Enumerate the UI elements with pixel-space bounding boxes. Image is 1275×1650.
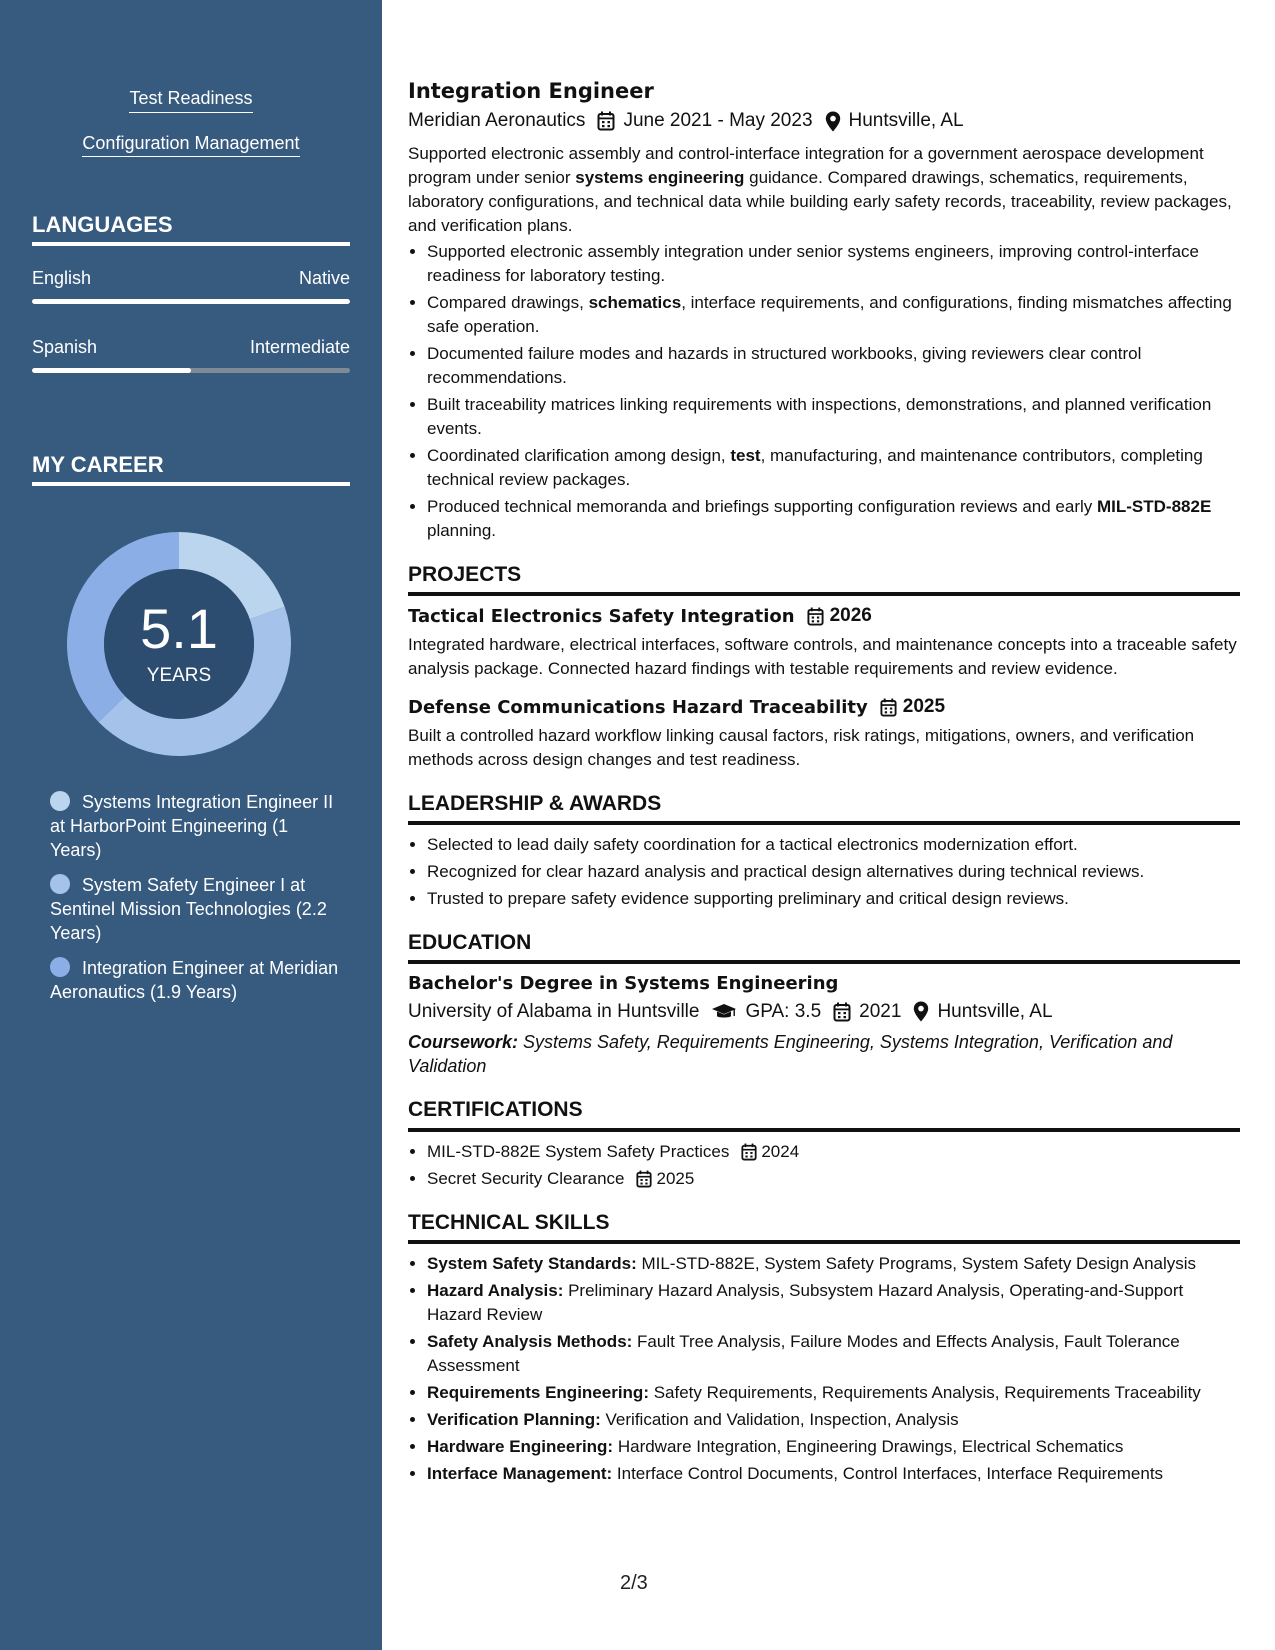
language-name: English: [32, 268, 92, 288]
career-heading: MY CAREER: [32, 452, 350, 486]
job-bullet: • Supported electronic assembly integration under senior systems engineers, improving control-interface readiness for laboratory testing.: [427, 240, 1240, 288]
job-bullet: • Produced technical memoranda and briefings supporting configuration reviews and early MIL-STD-882E planning.: [427, 495, 1240, 543]
location-pin-icon: [825, 109, 841, 134]
project-description: Integrated hardware, electrical interfaces, software controls, and maintenance concepts into a traceable safety analysis package. Connected hazard findings with testable requirements and review evidence.: [408, 634, 1237, 678]
career-legend: [50, 790, 340, 1015]
gpa: GPA: 3.5: [745, 1000, 822, 1022]
job-company: Meridian Aeronautics: [408, 110, 586, 132]
certification-item: • MIL-STD-882E System Safety Practices 2024: [427, 1140, 1240, 1164]
degree-title: Bachelor's Degree in Systems Engineering: [408, 973, 839, 995]
job-meta: [408, 109, 1240, 134]
job-bullets: [408, 240, 1240, 543]
skill-item: • Verification Planning: Verification and Validation, Inspection, Analysis: [427, 1408, 1240, 1432]
project-description: Built a controlled hazard workflow linking causal factors, risk ratings, mitigations, owners, and verification methods across design changes and test readiness.: [408, 725, 1195, 769]
career-item: [50, 873, 340, 945]
project-title: Tactical Electronics Safety Integration 2026: [408, 604, 1240, 629]
skills-heading: TECHNICAL SKILLS: [408, 1209, 1240, 1244]
language-level: Native: [298, 268, 350, 288]
skill-item: • Safety Analysis Methods: Fault Tree Analysis, Failure Modes and Effects Analysis, Fault Tolerance Assessment: [427, 1330, 1240, 1378]
job-bullet: • Built traceability matrices linking requirements with inspections, demonstrations, and planned verification events.: [427, 393, 1240, 441]
graduation-cap-icon: [711, 1000, 737, 1025]
skill-item: • Interface Management: Interface Control Documents, Control Interfaces, Interface Requirements: [427, 1462, 1240, 1486]
sidebar-links: [0, 88, 382, 177]
career-item-label: System Safety Engineer I at Sentinel Mission Technologies (2.2 Years): [50, 875, 327, 943]
skill-item: • System Safety Standards: MIL-STD-882E, System Safety Programs, System Safety Design Analysis: [427, 1252, 1240, 1276]
link-configuration-management[interactable]: Configuration Management: [82, 133, 299, 158]
legend-dot-icon: [50, 874, 70, 894]
calendar-icon: [880, 696, 897, 719]
job-summary: Supported electronic assembly and control-interface integration for a government aerospace development program under senior systems engineering guidance. Compared drawings, schematics, requirements, laboratory configurations, and technical data while building early safety records, traceability, review packages, and verification plans.: [408, 143, 1232, 235]
career-item-label: Systems Integration Engineer II at HarborPoint Engineering (1 Years): [50, 792, 334, 860]
skill-item: • Hardware Engineering: Hardware Integration, Engineering Drawings, Electrical Schematics: [427, 1435, 1240, 1459]
job-title: Integration Engineer: [408, 79, 654, 103]
calendar-icon: [636, 1169, 652, 1188]
calendar-icon: [833, 1000, 851, 1025]
career-item-label: Integration Engineer at Meridian Aeronautics (1.9 Years): [50, 958, 339, 1002]
job-bullet: • Coordinated clarification among design, test, manufacturing, and maintenance contributors, completing technical review packages.: [427, 444, 1240, 492]
language-bar-spanish: [32, 368, 350, 373]
coursework: Coursework: Systems Safety, Requirements Engineering, Systems Integration, Verification and Validation: [408, 1032, 1173, 1077]
skill-item: • Hazard Analysis: Preliminary Hazard Analysis, Subsystem Hazard Analysis, Operating-and-Support Hazard Review: [427, 1279, 1240, 1327]
leadership-item: • Selected to lead daily safety coordination for a tactical electronics modernization effort.: [427, 833, 1240, 857]
job-dates: June 2021 - May 2023: [623, 110, 813, 132]
language-level: Intermediate: [249, 337, 350, 357]
education-heading: EDUCATION: [408, 929, 1240, 964]
leadership-item: • Trusted to prepare safety evidence supporting preliminary and critical design reviews.: [427, 887, 1240, 911]
graduation-year: 2021: [859, 1000, 902, 1022]
education-meta: [408, 1000, 1240, 1025]
skill-item: • Requirements Engineering: Safety Requirements, Requirements Analysis, Requirements Traceability: [427, 1381, 1240, 1405]
project-year: 2026: [829, 605, 872, 627]
donut-center: [65, 530, 293, 758]
certification-year: 2025: [656, 1168, 695, 1188]
sidebar: [0, 0, 382, 1650]
calendar-icon: [597, 109, 615, 134]
main-content: [408, 78, 1240, 1489]
certification-year: 2024: [761, 1141, 800, 1161]
location-pin-icon: [913, 1000, 929, 1025]
leadership-list: [408, 833, 1240, 911]
job-bullet: • Compared drawings, schematics, interface requirements, and configurations, finding mismatches affecting safe operation.: [427, 291, 1240, 339]
skills-list: [408, 1252, 1240, 1486]
project-title: Defense Communications Hazard Traceability 2025: [408, 695, 1240, 720]
legend-dot-icon: [50, 791, 70, 811]
legend-dot-icon: [50, 957, 70, 977]
language-bar-fill: [32, 299, 350, 304]
language-bar-english: [32, 299, 350, 304]
calendar-icon: [741, 1142, 757, 1161]
language-name: Spanish: [32, 337, 98, 357]
language-row-spanish: [32, 337, 350, 358]
leadership-item: • Recognized for clear hazard analysis and practical design alternatives during technical reviews.: [427, 860, 1240, 884]
career-item: [50, 956, 340, 1004]
leadership-heading: LEADERSHIP & AWARDS: [408, 790, 1240, 825]
career-item: [50, 790, 340, 862]
career-total-years: 5.1: [140, 597, 218, 660]
calendar-icon: [807, 605, 824, 628]
certification-item: • Secret Security Clearance 2025: [427, 1167, 1240, 1191]
projects-heading: PROJECTS: [408, 561, 1240, 596]
school-location: Huntsville, AL: [937, 1000, 1053, 1022]
language-bar-fill: [32, 368, 191, 373]
career-donut-chart: [65, 530, 293, 758]
certifications-list: [408, 1140, 1240, 1191]
career-total-unit: YEARS: [146, 665, 212, 686]
project-year: 2025: [902, 695, 946, 717]
link-test-readiness[interactable]: Test Readiness: [129, 88, 252, 113]
languages-heading: LANGUAGES: [32, 212, 350, 246]
job-bullet: • Documented failure modes and hazards in structured workbooks, giving reviewers clear control recommendations.: [427, 342, 1240, 390]
language-row-english: [32, 268, 350, 289]
page-number: 2/3: [620, 1572, 648, 1594]
certifications-heading: CERTIFICATIONS: [408, 1096, 1240, 1131]
job-location: Huntsville, AL: [848, 110, 964, 132]
school-name: University of Alabama in Huntsville: [408, 1000, 700, 1022]
